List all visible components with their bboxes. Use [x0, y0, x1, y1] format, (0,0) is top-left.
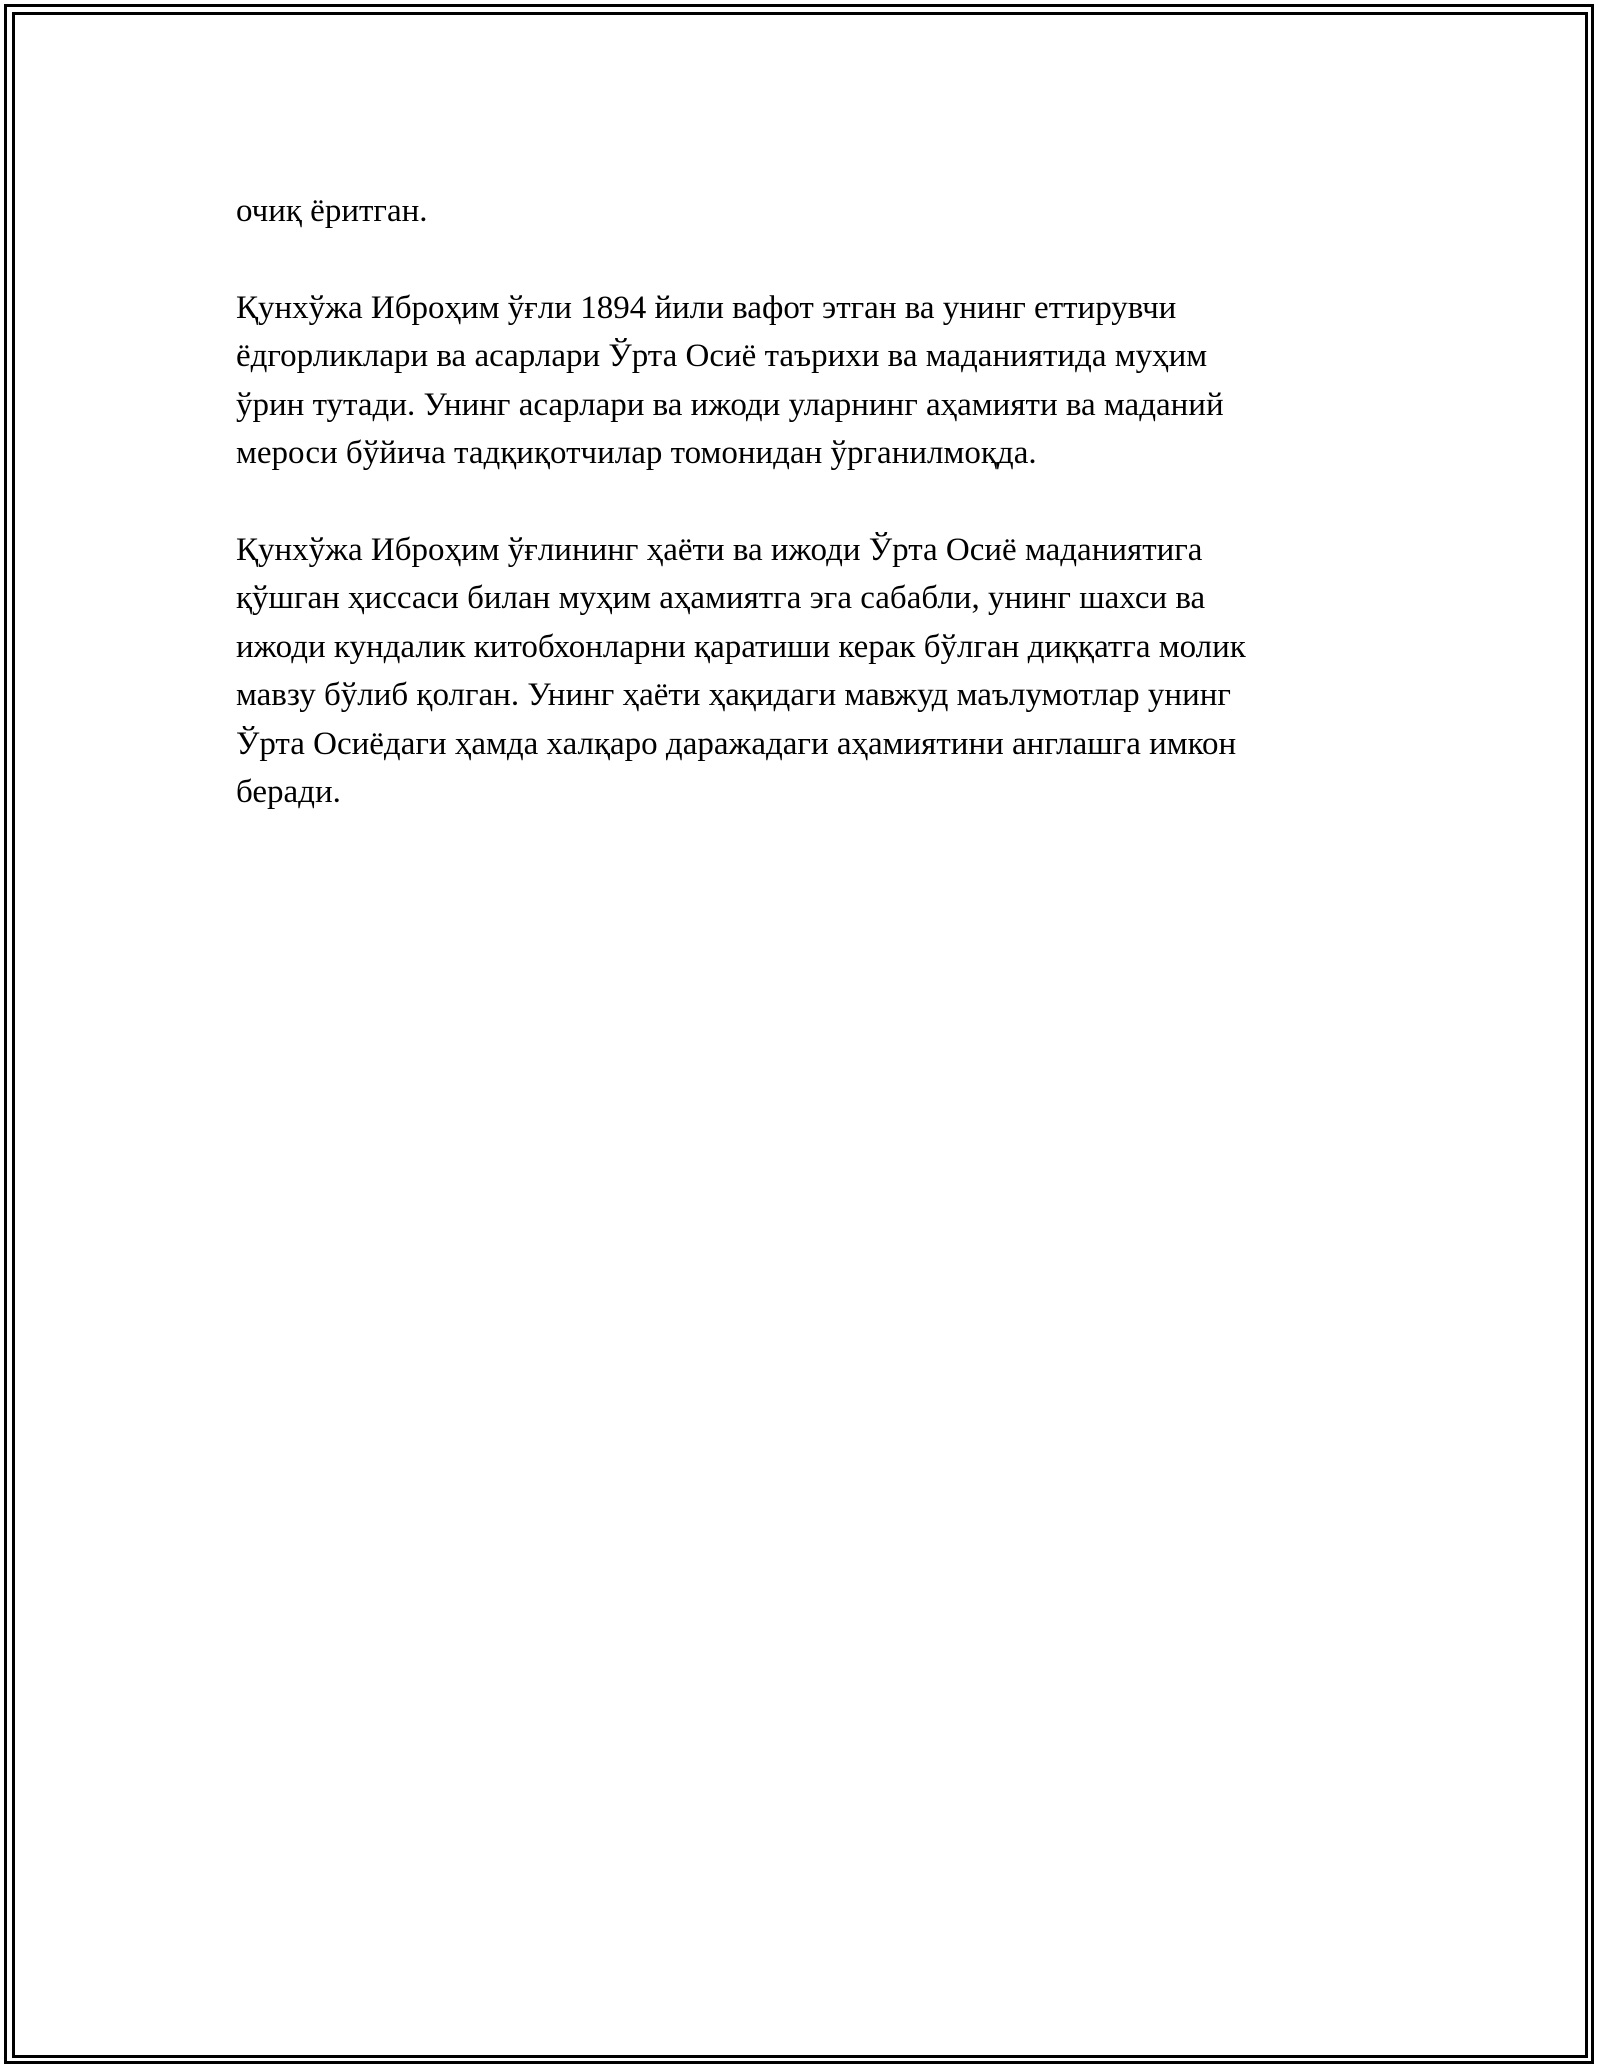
- document-body: [236, 187, 1376, 865]
- paragraph-3: Қунхўжа Иброҳим ўғлининг ҳаёти ва ижоди Ўрта Осиё маданиятига қўшган ҳиссаси билан муҳим аҳамиятга эга сабабли, унинг шахси ва ижоди кундалик китобхонларни қаратиши керак бўлган диққатга молик мавзу бўлиб қолган. Унинг ҳаёти ҳақидаги мавжуд маълумотлар унинг Ўрта Осиёдаги ҳамда халқаро даражадаги аҳамиятини англашга имкон беради.: [236, 531, 1246, 810]
- paragraph-2: Қунхўжа Иброҳим ўғли 1894 йили вафот этган ва унинг еттирувчи ёдгорликлари ва асарлари Ўрта Осиё таърихи ва маданиятида муҳим ўрин тутади. Унинг асарлари ва ижоди уларнинг аҳамияти ва маданий мероси бўйича тадқиқотчилар томонидан ўрганилмоқда.: [236, 289, 1224, 471]
- paragraph-1: очиқ ёритган.: [236, 193, 428, 229]
